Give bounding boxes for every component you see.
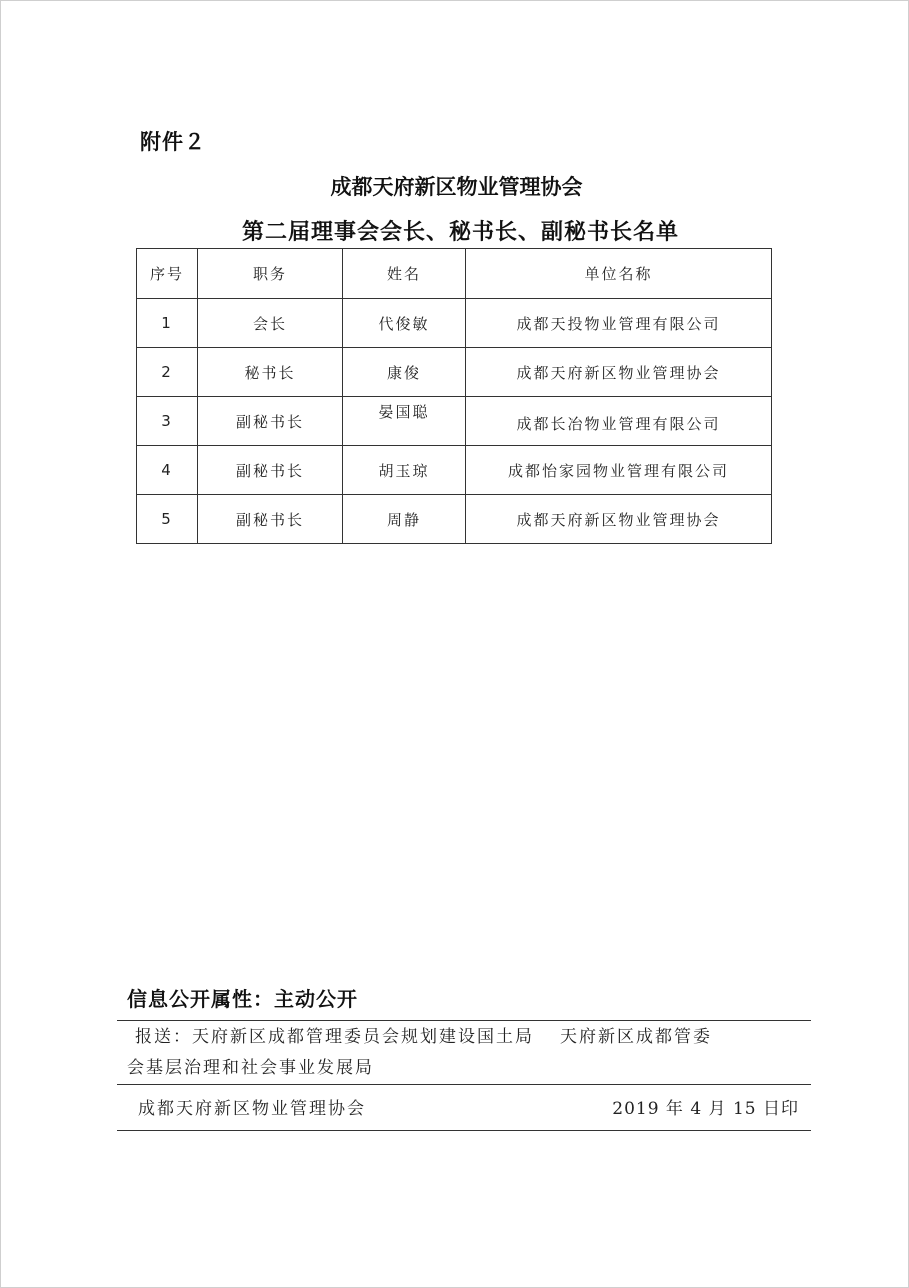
cell-name bbox=[343, 397, 466, 446]
cell-organization: 成都天府新区物业管理协会 bbox=[466, 495, 772, 544]
cell-name: 胡玉琼 bbox=[343, 446, 466, 495]
members-table bbox=[136, 248, 772, 544]
cell-name: 康俊 bbox=[343, 348, 466, 397]
cell-organization: 成都天投物业管理有限公司 bbox=[466, 299, 772, 348]
table-row bbox=[137, 397, 772, 446]
report-line1 bbox=[127, 1022, 799, 1053]
disclosure-attribute: 信息公开属性：主动公开 bbox=[127, 987, 358, 1011]
table-header-row bbox=[137, 249, 772, 299]
table-row bbox=[137, 495, 772, 544]
divider-middle bbox=[117, 1084, 811, 1085]
divider-bottom bbox=[117, 1130, 811, 1131]
cell-name: 代俊敏 bbox=[343, 299, 466, 348]
cell-position: 会长 bbox=[198, 299, 343, 348]
divider-top bbox=[117, 1020, 811, 1021]
header-organization: 单位名称 bbox=[466, 249, 772, 299]
document-title-line2: 第二届理事会会长、秘书长、副秘书长名单 bbox=[241, 219, 679, 245]
cell-index: 4 bbox=[137, 446, 198, 495]
cell-index: 1 bbox=[137, 299, 198, 348]
header-name: 姓名 bbox=[343, 249, 466, 299]
cell-organization: 成都天府新区物业管理协会 bbox=[466, 348, 772, 397]
table-row bbox=[137, 348, 772, 397]
report-recipient1: 天府新区成都管理委员会规划建设国土局 bbox=[192, 1027, 534, 1047]
attachment-label: 附件２ bbox=[140, 130, 206, 154]
table-row bbox=[137, 299, 772, 348]
cell-organization: 成都怡家园物业管理有限公司 bbox=[466, 446, 772, 495]
cell-organization bbox=[466, 397, 772, 446]
cell-position: 秘书长 bbox=[198, 348, 343, 397]
cell-index: 3 bbox=[137, 397, 198, 446]
report-recipient2-part1: 天府新区成都管委 bbox=[560, 1027, 712, 1047]
cell-index: 2 bbox=[137, 348, 198, 397]
cell-name: 周静 bbox=[343, 495, 466, 544]
header-position: 职务 bbox=[198, 249, 343, 299]
report-recipients bbox=[127, 1022, 799, 1084]
cell-position: 副秘书长 bbox=[198, 446, 343, 495]
cell-organization-text: 成都长冶物业管理有限公司 bbox=[516, 414, 721, 433]
cell-position: 副秘书长 bbox=[198, 495, 343, 544]
cell-name-text: 晏国聪 bbox=[378, 402, 430, 421]
document-title-line1: 成都天府新区物业管理协会 bbox=[330, 174, 583, 199]
issuer: 成都天府新区物业管理协会 bbox=[138, 1099, 366, 1119]
cell-index: 5 bbox=[137, 495, 198, 544]
report-prefix: 报送： bbox=[135, 1027, 192, 1047]
table-row bbox=[137, 446, 772, 495]
report-recipient2-part2: 会基层治理和社会事业发展局 bbox=[127, 1058, 374, 1078]
cell-position: 副秘书长 bbox=[198, 397, 343, 446]
print-date: 2019 年 4 月 15 日印 bbox=[612, 1099, 799, 1119]
header-index: 序号 bbox=[137, 249, 198, 299]
